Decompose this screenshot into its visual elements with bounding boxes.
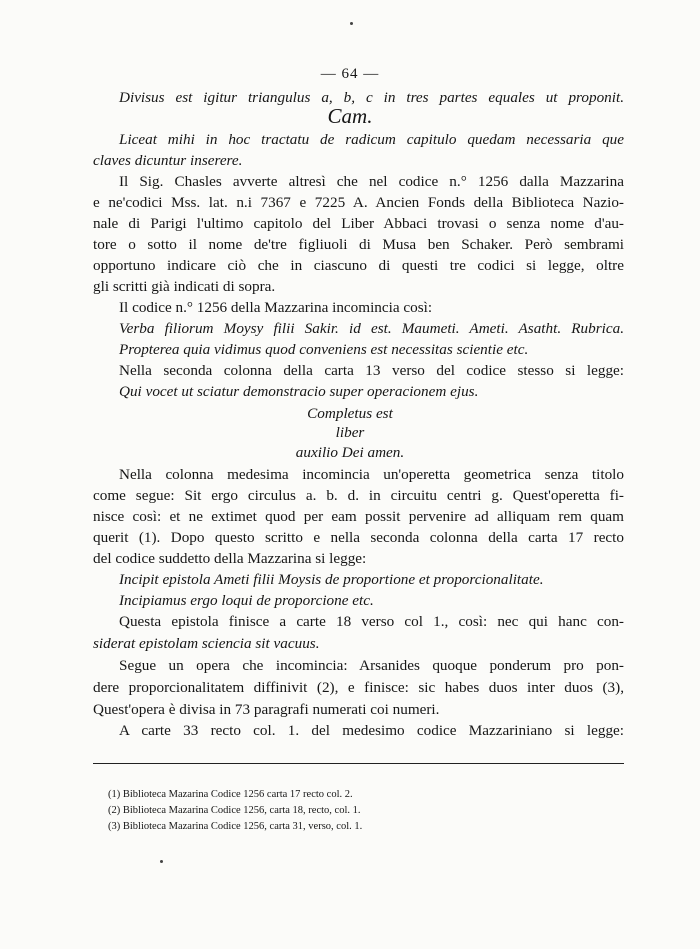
- text-line: Incipit epistola Ameti filii Moysis de proportione et proporcionalitate.: [119, 571, 544, 588]
- text-line: Nella seconda colonna della carta 13 verso del codice stesso si legge:: [119, 362, 624, 379]
- footnote-rule: [93, 763, 624, 764]
- text-line: Il Sig. Chasles avverte altresì che nel codice n.° 1256 dalla Mazzarina: [119, 173, 624, 190]
- text-line: liber: [335, 424, 365, 441]
- section-heading: Cam.: [327, 104, 373, 128]
- text-line: Segue un opera che incomincia: Arsanides quoque ponderum pro pon-: [119, 657, 624, 674]
- text-line: tore o sotto il nome de'tre figliuoli di Musa ben Schaker. Però sembrami: [93, 236, 624, 253]
- text-line: e ne'codici Mss. lat. n.i 7367 e 7225 A. Ancien Fonds della Biblioteca Nazio-: [93, 194, 624, 211]
- text-line: dere proporcionalitatem diffinivit (2), e finisce: sic habes duos inter duos (3),: [93, 679, 624, 696]
- footnote: (2) Biblioteca Mazarina Codice 1256, carta 18, recto, col. 1.: [108, 805, 361, 816]
- text-line: Propterea quia vidimus quod conveniens est necessitas scientie etc.: [119, 341, 529, 358]
- text-line: Questa epistola finisce a carte 18 verso col 1., così: nec qui hanc con-: [119, 613, 624, 630]
- text-line: Incipiamus ergo loqui de proporcione etc.: [119, 592, 374, 609]
- text-line: Divisus est igitur triangulus a, b, c in tres partes equales ut proponit.: [119, 89, 624, 106]
- footnote: (1) Biblioteca Mazarina Codice 1256 carta 17 recto col. 2.: [108, 789, 353, 800]
- text-line: del codice suddetto della Mazzarina si legge:: [93, 550, 367, 567]
- text-line: Qui vocet ut sciatur demonstracio super operacionem ejus.: [119, 383, 479, 400]
- text-line: Quest'opera è divisa in 73 paragrafi numerati coi numeri.: [93, 701, 440, 718]
- text-line: Verba filiorum Moysy filii Sakir. id est. Maumeti. Ameti. Asatht. Rubrica.: [119, 320, 624, 337]
- text-line: Nella colonna medesima incomincia un'operetta geometrica senza titolo: [119, 466, 624, 483]
- print-speck: [350, 22, 353, 25]
- text-line: come segue: Sit ergo circulus a. b. d. in circuitu centri g. Quest'operetta fi-: [93, 487, 624, 504]
- text-line: Il codice n.° 1256 della Mazzarina incomincia così:: [119, 299, 433, 316]
- text-line: gli scritti già indicati di sopra.: [93, 278, 276, 295]
- text-line: Liceat mihi in hoc tractatu de radicum capitulo quedam necessaria que: [119, 131, 624, 148]
- text-line: nisce così: et ne extimet quod per eam possit pervenire ad alliquam rem quam: [93, 508, 624, 525]
- text-line: siderat epistolam sciencia sit vacuus.: [93, 635, 320, 652]
- text-line: claves dicuntur inserere.: [93, 152, 243, 169]
- text-line: querit (1). Dopo questo scritto e nella seconda colonna della carta 17 recto: [93, 529, 624, 546]
- text-line: Completus est: [307, 405, 393, 422]
- print-speck: [160, 860, 163, 863]
- text-line: nale di Parigi l'ultimo capitolo del Liber Abbaci trovasi o senza nome d'au-: [93, 215, 624, 232]
- text-line: auxilio Dei amen.: [295, 444, 405, 461]
- footnote: (3) Biblioteca Mazarina Codice 1256, carta 31, verso, col. 1.: [108, 821, 363, 832]
- page-number: — 64 —: [320, 66, 380, 82]
- text-line: opportuno indicare ciò che in ciascuno di questi tre codici si legge, oltre: [93, 257, 624, 274]
- text-line: A carte 33 recto col. 1. del medesimo codice Mazzariniano si legge:: [119, 722, 624, 739]
